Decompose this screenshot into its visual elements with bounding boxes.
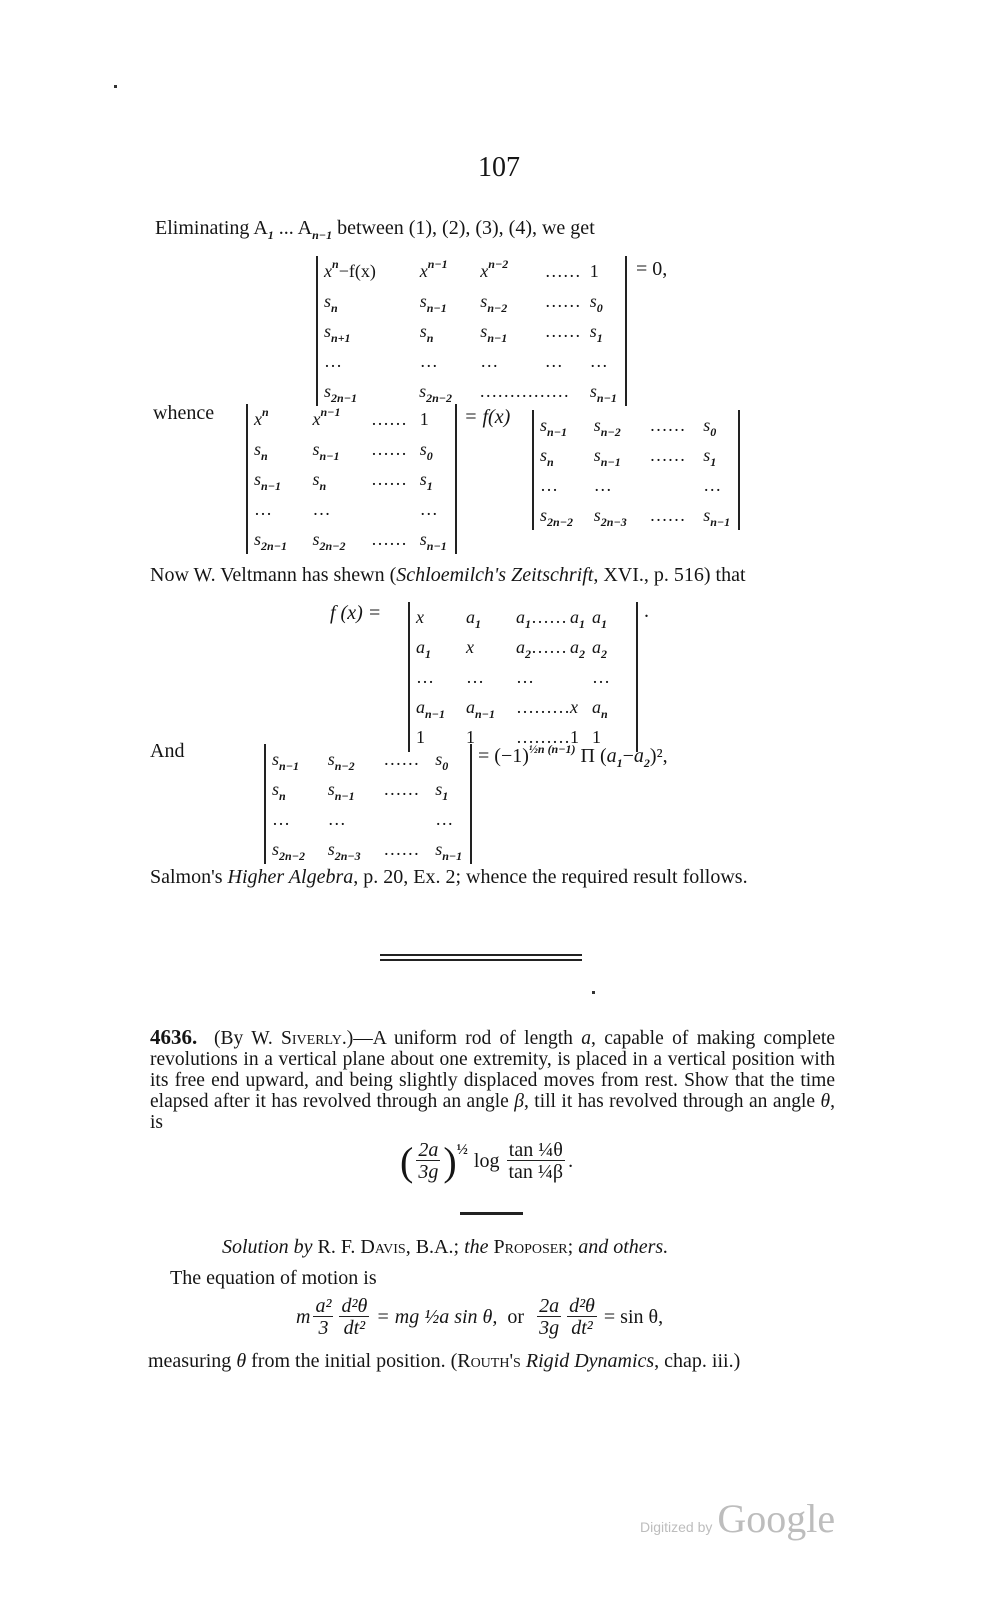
matrix-cell: $s_0$ <box>703 414 717 439</box>
matrix-row <box>416 602 630 632</box>
solver: R. F. Davis <box>317 1236 406 1258</box>
text: measuring <box>148 1350 237 1372</box>
matrix-cell: $s_0$ <box>589 290 603 315</box>
var: θ <box>820 1091 831 1112</box>
proposer: Proposer <box>493 1236 568 1258</box>
matrix-cell: …… <box>383 838 420 859</box>
matrix-cell: $s_{2n-1}$ <box>324 380 357 405</box>
matrix-cell: $s_{n-1}$ <box>540 414 567 439</box>
fraction <box>339 1296 369 1339</box>
matrix-cell: …… <box>649 414 686 435</box>
matrix-cell: … <box>419 498 438 519</box>
denominator: 3g <box>539 1317 560 1339</box>
subscript: 1 <box>616 756 623 770</box>
matrix-cell: $s_0$ <box>435 748 449 773</box>
matrix-cell: $a_1$ <box>416 636 431 661</box>
matrix-cell: $a_2$ <box>592 636 607 661</box>
matrix-cell: $s_{n-1}$ <box>435 838 463 863</box>
solution-line <box>222 1236 668 1259</box>
matrix-cell: $x^n$ <box>254 404 269 429</box>
determinant-3 <box>532 410 740 530</box>
page-number: 107 <box>478 152 520 183</box>
google-logo: Google <box>717 1496 836 1541</box>
matrix-row <box>272 804 464 834</box>
veltmann-line <box>150 564 746 587</box>
double-rule-bottom <box>380 959 582 961</box>
var: m <box>296 1306 311 1328</box>
text: (By W. <box>213 1028 282 1049</box>
det4-end: . <box>644 600 649 622</box>
matrix-cell: …… <box>371 528 407 549</box>
matrix-cell: …… <box>383 778 420 799</box>
text: from the initial position. ( <box>246 1350 458 1372</box>
matrix-cell: $s_{n-1}$ <box>254 468 281 493</box>
matrix-cell: … <box>589 350 608 371</box>
determinant-4 <box>408 602 638 752</box>
denominator: 3 <box>318 1317 329 1339</box>
matrix-row <box>324 346 619 376</box>
matrix-cell: $s_{2n-1}$ <box>254 528 287 553</box>
matrix-cell: …… <box>371 438 407 459</box>
matrix-cell: $a_n$ <box>592 696 608 721</box>
matrix-cell: 1 <box>416 726 425 747</box>
matrix-row <box>416 632 630 662</box>
matrix-cell: …… <box>649 444 686 465</box>
text: ; <box>567 1236 574 1258</box>
matrix-cell: $a_1$ <box>570 606 585 631</box>
denominator: dt² <box>571 1317 593 1339</box>
determinant-5 <box>264 744 472 864</box>
matrix-cell: $s_{n-1}$ <box>272 748 299 773</box>
matrix-row <box>540 410 732 440</box>
matrix-cell: $s_0$ <box>419 438 433 463</box>
exponent: ½ <box>456 1142 468 1158</box>
matrix-cell: $s_n$ <box>540 444 554 469</box>
matrix-cell: $s_n$ <box>419 320 434 345</box>
matrix-cell: …… <box>383 748 420 769</box>
matrix-cell: $s_{n-1}$ <box>703 504 731 529</box>
matrix-row <box>324 286 619 316</box>
determinant-2 <box>246 404 457 554</box>
matrix-cell: … <box>544 350 563 371</box>
text: , chap. iii.) <box>654 1350 741 1372</box>
text: Eliminating A <box>155 217 268 239</box>
var: a <box>581 1028 591 1049</box>
digitized-by-text: Digitized by <box>640 1519 713 1535</box>
fraction <box>313 1296 333 1339</box>
text: and others. <box>578 1236 669 1258</box>
matrix-cell: $s_{n-2}$ <box>327 748 355 773</box>
matrix-cell: 1 <box>466 726 475 747</box>
salmon-line <box>150 866 748 889</box>
matrix-cell: …… <box>544 320 581 341</box>
equation-of-motion <box>296 1296 663 1339</box>
matrix-cell: 1 <box>592 726 601 747</box>
subscript: 2 <box>643 756 650 770</box>
whence-label: whence <box>153 402 215 424</box>
matrix-cell: $s_n$ <box>254 438 268 463</box>
google-watermark <box>640 1495 835 1542</box>
matrix-row <box>324 376 619 406</box>
numerator: 2a <box>418 1139 439 1161</box>
text: , p. 20, Ex. 2; whence the required result follows. <box>353 866 748 888</box>
speck-dot <box>114 85 117 88</box>
matrix-cell: $s_n$ <box>272 778 286 803</box>
matrix-cell: $a_1\dots\dots$ <box>516 606 567 631</box>
book-title: Rigid Dynamics <box>525 1350 655 1372</box>
text: Solution by <box>222 1236 313 1258</box>
matrix-cell: … <box>272 808 290 829</box>
matrix-cell: … <box>593 474 612 495</box>
denominator: 3g <box>418 1161 439 1183</box>
matrix-row <box>540 500 732 530</box>
paren-close: ) <box>443 1138 457 1184</box>
fraction <box>537 1296 561 1339</box>
matrix-cell: $s_{n-1}$ <box>593 444 621 469</box>
matrix-cell: … <box>540 474 558 495</box>
matrix-row <box>540 440 732 470</box>
var: θ <box>236 1350 247 1372</box>
matrix-cell: …… <box>371 468 407 489</box>
text: = (−1) <box>478 745 529 767</box>
matrix-cell: $s_n$ <box>324 290 338 315</box>
matrix-cell: ……… <box>516 696 570 717</box>
matrix-row <box>254 464 449 494</box>
matrix-cell: $s_1$ <box>589 320 603 345</box>
subscript: n−1 <box>312 228 333 242</box>
matrix-cell: … <box>466 666 484 687</box>
matrix-cell: … <box>312 498 331 519</box>
text: )², <box>649 745 668 767</box>
matrix-row <box>272 774 464 804</box>
matrix-cell: $x^{n-2}$ <box>480 256 509 281</box>
matrix-row <box>540 470 732 500</box>
det2-rhs: = f(x) <box>464 406 511 428</box>
det5-rhs <box>478 742 668 770</box>
text: Π ( <box>575 745 607 767</box>
matrix-cell: … <box>419 350 438 371</box>
matrix-cell: $s_n$ <box>312 468 327 493</box>
superscript: ½n (n−1) <box>528 742 576 756</box>
text: , till it has revolved through an angle <box>523 1091 821 1112</box>
text: , B.A.; <box>405 1236 460 1258</box>
subscript: 1 <box>267 228 274 242</box>
period: . <box>568 1150 574 1172</box>
text: Now W. Veltmann has shewn ( <box>150 564 397 586</box>
matrix-row <box>254 434 449 464</box>
var: a <box>606 745 617 767</box>
matrix-cell: …… <box>544 290 581 311</box>
matrix-cell: … <box>703 474 722 495</box>
matrix-cell: x <box>570 696 578 717</box>
matrix-row <box>254 494 449 524</box>
text: − <box>622 745 634 767</box>
matrix-cell: $s_{2n-2}$ <box>540 504 573 529</box>
text: between (1), (2), (3), (4), we get <box>332 217 595 239</box>
matrix-row <box>324 316 619 346</box>
denominator: tan ¼β <box>508 1161 564 1183</box>
matrix-cell: x <box>416 606 424 627</box>
det1-rhs: = 0, <box>636 258 668 280</box>
matrix-cell: …… <box>649 504 686 525</box>
matrix-cell: … <box>416 666 434 687</box>
matrix-cell: $s_{2n-2}$ <box>272 838 305 863</box>
measuring-line <box>148 1350 740 1373</box>
equation-intro: The equation of motion is <box>170 1267 377 1289</box>
double-rule-top <box>380 954 582 956</box>
matrix-cell: $a_1$ <box>466 606 481 631</box>
matrix-cell: ……… <box>516 726 570 747</box>
numerator: d²θ <box>569 1295 595 1317</box>
matrix-row <box>416 692 630 722</box>
matrix-cell: $a_{n-1}$ <box>466 696 495 721</box>
author: Routh's <box>457 1350 521 1372</box>
var: β <box>514 1091 524 1112</box>
fraction <box>506 1140 565 1183</box>
matrix-cell: … <box>480 350 499 371</box>
speck-dot <box>592 991 595 994</box>
numerator: tan ¼θ <box>508 1139 563 1161</box>
denominator: dt² <box>343 1317 366 1339</box>
and-label: And <box>150 740 185 762</box>
fraction <box>567 1296 597 1339</box>
matrix-cell: $a_2\dots\dots$ <box>516 636 567 661</box>
matrix-row <box>324 256 619 286</box>
matrix-row <box>272 834 464 864</box>
matrix-cell: $s_{2n-2}$ <box>419 380 453 405</box>
matrix-cell: $a_{n-1}$ <box>416 696 445 721</box>
matrix-cell: … <box>592 666 610 687</box>
text: , is <box>150 1091 836 1133</box>
author: Siverly <box>281 1028 342 1049</box>
problem-4636 <box>150 1027 835 1133</box>
determinant-1 <box>316 256 627 406</box>
matrix-cell: $a_2$ <box>570 636 585 661</box>
matrix-row <box>272 744 464 774</box>
formula-time <box>400 1140 573 1183</box>
text: Salmon's <box>150 866 228 888</box>
matrix-cell: $s_{n-1}$ <box>419 528 447 553</box>
matrix-cell: … <box>254 498 272 519</box>
text: ... A <box>273 217 313 239</box>
matrix-cell: $s_1$ <box>435 778 449 803</box>
matrix-cell: 1 <box>570 726 579 747</box>
text: , XVI., p. 516) that <box>593 564 746 586</box>
var: a <box>633 745 644 767</box>
matrix-cell: $s_{n-1}$ <box>589 380 617 405</box>
matrix-row <box>416 662 630 692</box>
matrix-cell: … <box>435 808 454 829</box>
matrix-cell: …………… <box>479 380 570 401</box>
eliminating-line <box>155 217 595 240</box>
fraction <box>416 1140 440 1183</box>
text: the <box>464 1236 489 1258</box>
matrix-cell: $s_{n-1}$ <box>480 320 508 345</box>
matrix-cell: … <box>327 808 346 829</box>
matrix-cell: $s_{n+1}$ <box>324 320 351 345</box>
text: = sin θ, <box>603 1306 664 1328</box>
matrix-cell: $a_1$ <box>592 606 607 631</box>
paren-open: ( <box>400 1138 414 1184</box>
text: = mg ½a sin θ, <box>376 1306 498 1328</box>
matrix-cell: $s_1$ <box>703 444 717 469</box>
matrix-cell: $s_{2n-3}$ <box>593 504 627 529</box>
matrix-cell: $x^{n-1}$ <box>419 256 448 281</box>
log: log <box>473 1150 500 1172</box>
text: .)—A uniform rod of length <box>341 1028 582 1049</box>
text: , capable of making complete revolutions in a vertical plane about one extremity, is placed in a vertical position with its free end upward, and being slightly displaced moves from rest. Show that the time elapsed after it has revolved through an angle <box>150 1028 836 1112</box>
matrix-cell: 1 <box>589 260 599 281</box>
numerator: d²θ <box>341 1295 368 1317</box>
numerator: a² <box>315 1295 332 1317</box>
matrix-cell: $s_{n-1}$ <box>327 778 355 803</box>
matrix-cell: … <box>324 350 342 371</box>
matrix-cell: $s_{2n-3}$ <box>327 838 361 863</box>
matrix-cell: $s_{n-2}$ <box>593 414 621 439</box>
matrix-cell: $s_{n-1}$ <box>419 290 447 315</box>
matrix-row <box>254 404 449 434</box>
matrix-cell: $s_{n-1}$ <box>312 438 340 463</box>
short-rule <box>460 1212 523 1215</box>
matrix-cell: …… <box>544 260 581 281</box>
numerator: 2a <box>539 1295 560 1317</box>
matrix-cell: x <box>466 636 474 657</box>
matrix-cell: … <box>516 666 534 687</box>
matrix-cell: $s_1$ <box>419 468 433 493</box>
matrix-cell: $s_{2n-2}$ <box>312 528 346 553</box>
matrix-cell: 1 <box>419 408 429 429</box>
journal-title: Schloemilch's Zeitschrift <box>396 564 594 586</box>
matrix-cell: …… <box>371 408 407 429</box>
book-title: Higher Algebra <box>227 866 354 888</box>
text: or <box>507 1306 525 1328</box>
det4-lhs: f (x) = <box>330 602 382 624</box>
matrix-cell: $x^{n-1}$ <box>312 404 341 429</box>
matrix-row <box>254 524 449 554</box>
problem-number: 4636. <box>150 1025 198 1049</box>
matrix-cell: $s_{n-2}$ <box>480 290 508 315</box>
matrix-cell: $x^n-f(x)$ <box>324 256 376 281</box>
